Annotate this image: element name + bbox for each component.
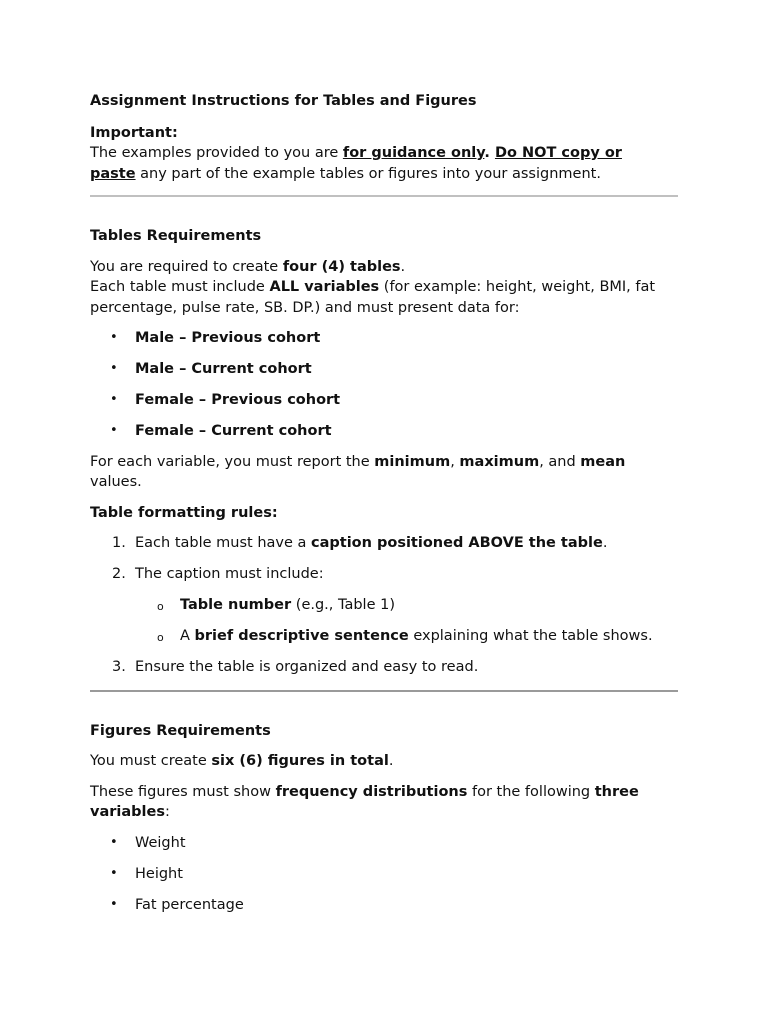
- list-number: 2.: [112, 566, 126, 582]
- list-item: • Fat percentage: [90, 895, 678, 916]
- variables-list: [90, 833, 678, 916]
- bullet-marker: •: [110, 896, 118, 912]
- frequency-distributions-paragraph: These figures must show frequency distributions for the following three variables:: [90, 783, 639, 820]
- report-values-paragraph: For each variable, you must report the minimum, maximum, and mean values.: [90, 453, 626, 490]
- tables-count-paragraph: You are required to create four (4) tables.: [90, 258, 406, 275]
- formatting-rules-list: [90, 533, 678, 678]
- list-item: • Male – Current cohort: [90, 359, 678, 380]
- guidance-only-text: for guidance only: [342, 145, 485, 161]
- sub-list-item: o Table number (e.g., Table 1): [90, 595, 678, 616]
- bullet-marker: •: [110, 423, 118, 438]
- paste-text: paste: [90, 165, 136, 182]
- table-formatting-heading: Table formatting rules:: [90, 504, 278, 521]
- list-item: • Female – Previous cohort: [90, 390, 678, 411]
- bullet-marker: •: [110, 865, 118, 881]
- list-item: 2. The caption must include:: [90, 564, 678, 585]
- section-divider: [90, 195, 678, 197]
- list-item: • Male – Previous cohort: [90, 328, 678, 349]
- figures-heading: Figures Requirements: [90, 722, 271, 739]
- important-paragraph: The examples provided to you are for guidance only. Do NOT copy or paste any part of the example tables or figures into your assignment.: [90, 145, 622, 182]
- list-item: • Height: [90, 864, 678, 885]
- list-item: 1. Each table must have a caption positioned ABOVE the table.: [90, 533, 678, 554]
- section-divider: [90, 690, 678, 692]
- figures-count-paragraph: You must create six (6) figures in total.: [90, 753, 394, 769]
- list-item: 3. Ensure the table is organized and easy to read.: [90, 657, 678, 678]
- list-number: 1.: [112, 535, 126, 551]
- bullet-marker: •: [110, 392, 118, 407]
- tables-heading: Tables Requirements: [90, 228, 262, 244]
- important-label: Important:: [90, 124, 178, 141]
- list-number: 3.: [112, 659, 126, 675]
- list-item: • Female – Current cohort: [90, 421, 678, 442]
- document-title: Assignment Instructions for Tables and Figures: [90, 93, 477, 109]
- bullet-marker: •: [110, 361, 118, 376]
- tables-variables-paragraph: Each table must include ALL variables (for example: height, weight, BMI, fat percentage, pulse rate, SB. DP.) and must present data for:: [90, 279, 656, 316]
- bullet-marker: •: [110, 834, 118, 850]
- sub-bullet-marker: o: [157, 631, 164, 644]
- cohort-list: [90, 328, 678, 442]
- sub-bullet-marker: o: [157, 600, 164, 613]
- list-item: • Weight: [90, 833, 678, 854]
- document-body: [90, 91, 678, 915]
- bullet-marker: •: [110, 330, 118, 345]
- sub-list-item: o A brief descriptive sentence explaining what the table shows.: [90, 626, 678, 647]
- do-not-copy-text: Do NOT copy or: [494, 145, 622, 161]
